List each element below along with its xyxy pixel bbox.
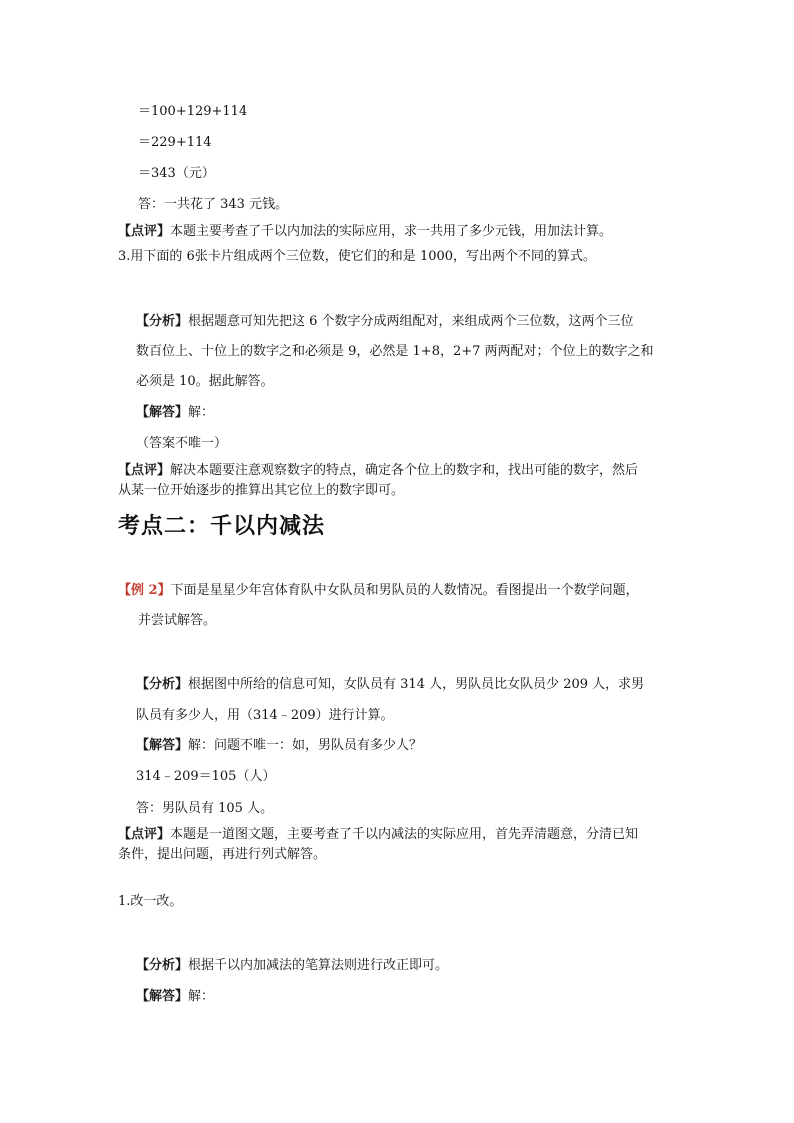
question-3: 3.用下面的 6张卡片组成两个三位数，使它们的和是 1000，写出两个不同的算式。 [118,249,597,264]
analysis-tag: 【分析】 [136,677,189,692]
analysis-tag: 【分析】 [136,958,189,973]
section-heading: 考点二：千以内减法 [118,514,326,539]
analysis-text: 根据图中所给的信息可知，女队员有 314 人，男队员比女队员少 209 人，求男 [188,677,645,692]
comment-paragraph [118,223,612,241]
comment-text: 从某一位开始逐步的推算出其它位上的数字即可。 [118,483,405,498]
analysis-tag: 【分析】 [136,314,189,329]
comment-text: 本题是一道图文题，主要考查了千以内减法的实际应用，首先弄清题意，分清已知 [170,827,639,842]
equation-line: 314﹣209＝105（人） [136,769,276,784]
solution-paragraph [136,988,214,1006]
analysis-text: 必须是 10。据此解答。 [136,374,274,389]
answer-line: 答：一共花了 343 元钱。 [138,197,289,212]
analysis-text: 根据题意可知先把这 6 个数字分成两组配对，来组成两个三位数，这两个三位 [188,314,634,329]
analysis-paragraph [136,313,634,331]
solution-note: （答案不唯一） [136,436,228,451]
equation-line: ＝100+129+114 [138,104,248,119]
example-text: 下面是星星少年宫体育队中女队员和男队员的人数情况。看图提出一个数学问题， [170,583,639,598]
solution-tag: 【解答】 [136,989,189,1004]
solution-text: 解： [188,405,215,420]
analysis-text: 根据千以内加减法的笔算法则进行改正即可。 [188,958,449,973]
solution-text: 解： [188,989,215,1004]
comment-tag: 【点评】 [118,463,171,478]
comment-paragraph [118,826,638,844]
solution-paragraph [136,737,422,755]
comment-tag: 【点评】 [118,224,171,239]
answer-line: 答：男队员有 105 人。 [136,801,274,816]
analysis-paragraph [136,957,448,975]
equation-line: ＝229+114 [138,135,212,150]
comment-text: 本题主要考查了千以内加法的实际应用，求一共用了多少元钱，用加法计算。 [170,224,613,239]
comment-text: 条件，提出问题，再进行列式解答。 [118,847,327,862]
solution-text: 解：问题不唯一：如，男队员有多少人？ [188,738,423,753]
example-2-paragraph [118,582,639,600]
comment-paragraph [118,462,638,480]
example-tag: 【例 2】 [118,583,171,598]
analysis-paragraph [136,676,644,694]
example-text: 并尝试解答。 [138,613,217,628]
analysis-text: 数百位上、十位上的数字之和必须是 9，必然是 1+8，2+7 两两配对；个位上的数字之和 [136,344,654,359]
solution-paragraph [136,404,214,422]
question-1: 1.改一改。 [118,894,183,909]
analysis-text: 队员有多少人，用（314﹣209）进行计算。 [136,708,394,723]
solution-tag: 【解答】 [136,405,189,420]
equation-line: ＝343（元） [138,166,215,181]
comment-tag: 【点评】 [118,827,171,842]
solution-tag: 【解答】 [136,738,189,753]
comment-text: 解决本题要注意观察数字的特点，确定各个位上的数字和，找出可能的数字，然后 [170,463,639,478]
